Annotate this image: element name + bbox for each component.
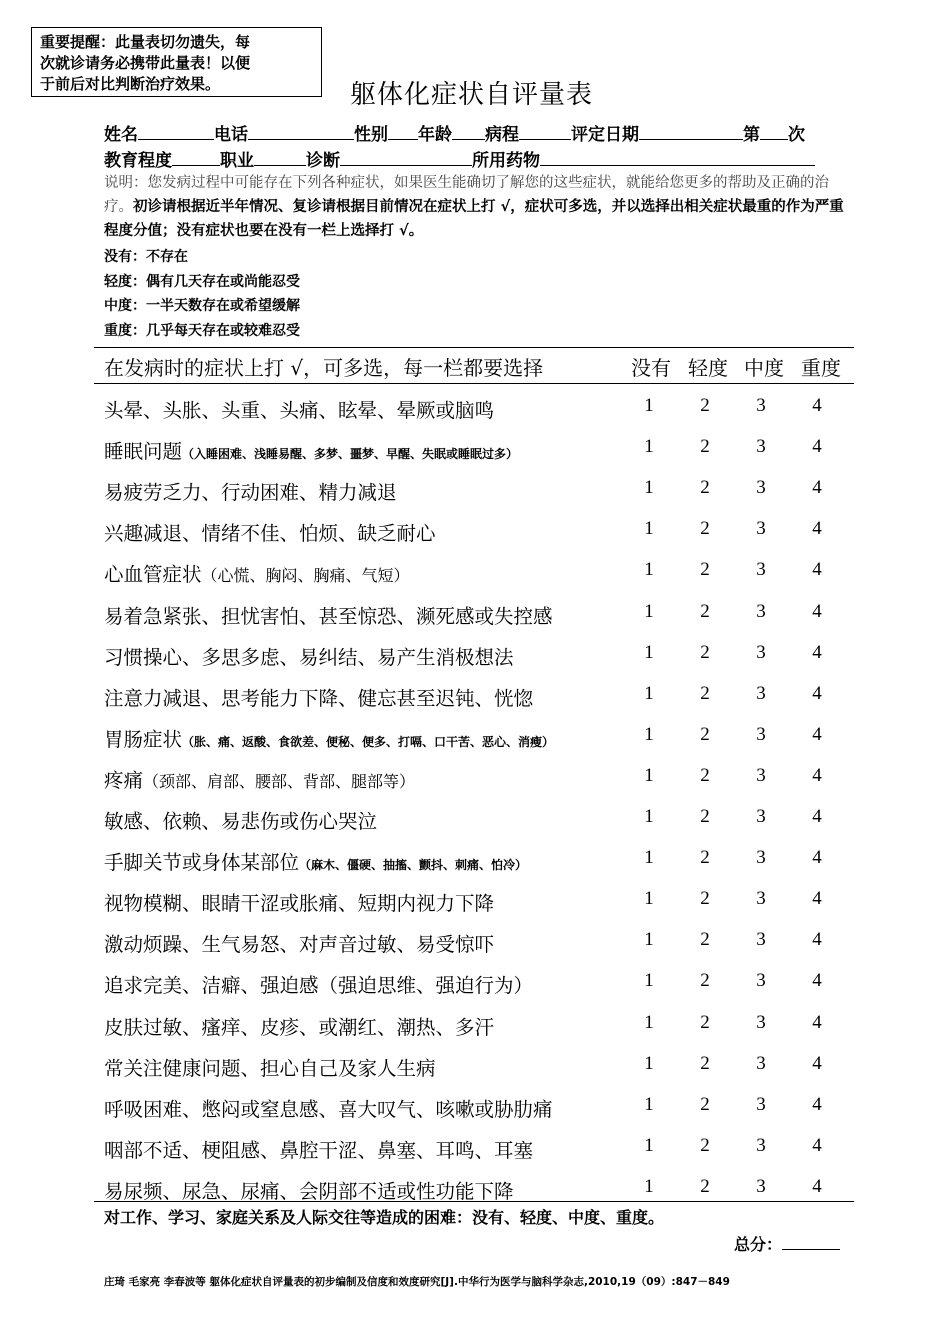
- table-row: [104, 512, 850, 553]
- score-option[interactable]: 4: [812, 929, 822, 951]
- table-row: [104, 677, 850, 718]
- score-option[interactable]: 4: [812, 806, 822, 827]
- table-row: [104, 759, 850, 800]
- diagnosis-field[interactable]: [340, 149, 472, 166]
- table-row: [104, 882, 850, 923]
- symptom-main: 兴趣减退、情绪不佳、怕烦、缺乏耐心: [104, 522, 436, 546]
- symptom-main: 头晕、头胀、头重、头痛、眩晕、晕厥或脑鸣: [104, 399, 495, 422]
- medication-field[interactable]: [540, 149, 815, 166]
- symptom-text: [104, 1176, 514, 1204]
- symptom-detail: （入睡困难、浅睡易醒、多梦、噩梦、早醒、失眠或睡眠过多）: [182, 447, 519, 462]
- score-option[interactable]: 3: [756, 559, 766, 581]
- score-option[interactable]: 4: [812, 559, 822, 581]
- score-option[interactable]: 3: [756, 764, 766, 786]
- job-label: 职业: [220, 151, 254, 171]
- score-option[interactable]: 3: [756, 1011, 766, 1033]
- symptom-main: 心血管症状: [104, 563, 202, 587]
- table-row: [104, 964, 850, 1005]
- symptom-text: [104, 929, 494, 957]
- score-option[interactable]: 2: [700, 1093, 710, 1115]
- score-option[interactable]: 1: [644, 929, 654, 951]
- reminder-line-1: 重要提醒：此量表切勿遗失，每: [40, 33, 251, 51]
- score-option[interactable]: 1: [644, 806, 654, 827]
- score-option[interactable]: 4: [812, 436, 822, 458]
- column-moderate: 中度: [744, 356, 784, 380]
- table-row: [104, 430, 850, 471]
- symptom-main: 胃肠症状: [104, 727, 183, 751]
- symptom-main: 激动烦躁、生气易怒、对声音过敏、易受惊吓: [104, 933, 495, 957]
- symptom-text: [104, 1094, 553, 1122]
- score-option[interactable]: 3: [756, 1175, 766, 1197]
- symptom-text: [104, 395, 494, 423]
- score-option[interactable]: 2: [700, 929, 710, 951]
- visit-count-field[interactable]: [760, 123, 788, 140]
- table-row: [104, 1006, 850, 1047]
- level-none: 没有：不存在: [104, 249, 188, 265]
- score-option[interactable]: 3: [756, 1093, 766, 1115]
- name-field[interactable]: [138, 123, 214, 140]
- symptom-main: 敏感、依赖、易悲伤或伤心哭泣: [104, 810, 378, 833]
- score-option[interactable]: 1: [644, 847, 654, 869]
- score-option[interactable]: 4: [812, 600, 822, 622]
- table-row: [104, 718, 850, 759]
- level-severe: 重度：几乎每天存在或较难忍受: [104, 323, 300, 339]
- table-row: [104, 636, 850, 677]
- symptom-main: 皮肤过敏、瘙痒、皮疹、或潮红、潮热、多汗: [104, 1015, 495, 1039]
- table-top-rule: [94, 347, 854, 348]
- impact-question: 对工作、学习、家庭关系及人际交往等造成的困难：没有、轻度、中度、重度。: [104, 1208, 665, 1227]
- job-field[interactable]: [254, 149, 306, 166]
- symptom-text: [104, 724, 554, 752]
- symptom-detail: （胀、痛、返酸、食欲差、便秘、便多、打嗝、口干苦、恶心、消瘦）: [182, 734, 555, 749]
- table-header: [104, 352, 850, 382]
- symptom-text: [104, 847, 527, 875]
- symptom-text: [104, 806, 377, 834]
- phone-field[interactable]: [248, 123, 354, 140]
- level-moderate: 中度：一半天数存在或希望缓解: [104, 298, 300, 314]
- instructions-part-2: 初诊请根据近半年情况、复诊请根据目前情况在症状上打 √，症状可多选，并以选择出相关症状最重的作为严重程度分值；没有症状也要在没有一栏上选择打 √。: [104, 199, 844, 239]
- eval-date-label: 评定日期: [571, 125, 639, 145]
- score-option[interactable]: 1: [644, 436, 654, 458]
- symptom-text: [104, 642, 514, 670]
- score-option[interactable]: 2: [700, 477, 710, 499]
- score-option[interactable]: 3: [756, 641, 766, 663]
- score-option[interactable]: 4: [812, 970, 822, 992]
- age-field[interactable]: [452, 123, 485, 140]
- score-option[interactable]: 1: [644, 1134, 654, 1156]
- score-option[interactable]: 2: [700, 847, 710, 869]
- symptom-main: 呼吸困难、憋闷或窒息感、喜大叹气、咳嗽或胁肋痛: [104, 1097, 553, 1121]
- score-option[interactable]: 4: [812, 1134, 822, 1156]
- score-option[interactable]: 3: [756, 888, 766, 910]
- symptom-main: 易疲劳乏力、行动困难、精力减退: [104, 481, 397, 505]
- course-label: 病程: [485, 125, 519, 145]
- medication-label: 所用药物: [472, 151, 540, 171]
- score-option[interactable]: 3: [756, 806, 766, 827]
- score-option[interactable]: 2: [700, 1011, 710, 1033]
- score-option[interactable]: 4: [812, 518, 822, 540]
- score-option[interactable]: 1: [644, 395, 654, 416]
- total-field[interactable]: [782, 1235, 840, 1250]
- reminder-line-2: 次就诊请务必携带此量表！以便: [40, 54, 251, 72]
- score-option[interactable]: 3: [756, 1052, 766, 1074]
- score-option[interactable]: 2: [700, 395, 710, 416]
- score-option[interactable]: 2: [700, 436, 710, 458]
- symptom-main: 手脚关节或身体某部位: [104, 851, 300, 875]
- score-option[interactable]: 3: [756, 970, 766, 992]
- score-option[interactable]: 2: [700, 641, 710, 663]
- symptom-text: [104, 1012, 494, 1040]
- symptom-main: 视物模糊、眼睛干涩或胀痛、短期内视力下降: [104, 892, 495, 916]
- score-option[interactable]: 2: [700, 559, 710, 581]
- instructions-part-1: 说明：您发病过程中可能存在下列各种症状，如果医生能确切了解您的这些症状，就能给您更多的帮助及正确的治疗。: [104, 175, 829, 215]
- visit-prefix: 第: [743, 125, 760, 145]
- symptom-text: [104, 1135, 533, 1163]
- symptom-detail: （麻木、僵硬、抽搐、颤抖、刺痛、怕冷）: [299, 858, 528, 873]
- score-option[interactable]: 2: [700, 764, 710, 786]
- phone-label: 电话: [214, 125, 248, 145]
- info-row-1: [104, 120, 850, 145]
- total-label: 总分：: [734, 1235, 783, 1254]
- symptom-main: 追求完美、洁癖、强迫感（强迫思维、强迫行为）: [104, 974, 534, 998]
- score-option[interactable]: 3: [756, 518, 766, 540]
- score-option[interactable]: 4: [812, 723, 822, 745]
- symptom-text: [104, 888, 494, 916]
- score-option[interactable]: 2: [700, 1175, 710, 1197]
- score-option[interactable]: 4: [812, 888, 822, 910]
- education-label: 教育程度: [104, 151, 172, 171]
- score-option[interactable]: 4: [812, 477, 822, 499]
- sex-label: 性别: [354, 125, 388, 145]
- score-option[interactable]: 2: [700, 1052, 710, 1074]
- table-row: [104, 1129, 850, 1170]
- score-option[interactable]: 2: [700, 518, 710, 540]
- score-option[interactable]: 2: [700, 806, 710, 827]
- score-option[interactable]: 3: [756, 847, 766, 869]
- visit-suffix: 次: [788, 125, 805, 145]
- score-option[interactable]: 2: [700, 723, 710, 745]
- reminder-line-3: 于前后对比判断治疗效果。: [40, 75, 221, 93]
- level-mild: 轻度：偶有几天存在或尚能忍受: [104, 274, 300, 290]
- info-row-2: [104, 146, 850, 171]
- instructions: [104, 171, 854, 243]
- score-option[interactable]: 1: [644, 723, 654, 745]
- table-row: [104, 1047, 850, 1088]
- score-option[interactable]: 1: [644, 888, 654, 910]
- education-field[interactable]: [172, 149, 220, 166]
- symptom-main: 易尿频、尿急、尿痛、会阴部不适或性功能下降: [104, 1179, 514, 1203]
- symptom-text: [104, 559, 410, 587]
- symptom-text: [104, 683, 533, 711]
- score-option[interactable]: 1: [644, 682, 654, 704]
- score-option[interactable]: 4: [812, 764, 822, 786]
- column-none: 没有: [631, 356, 671, 380]
- score-option[interactable]: 4: [812, 1175, 822, 1197]
- score-option[interactable]: 3: [756, 723, 766, 745]
- column-mild: 轻度: [688, 356, 728, 380]
- score-option[interactable]: 1: [644, 559, 654, 581]
- diagnosis-label: 诊断: [306, 151, 340, 171]
- score-option[interactable]: 2: [700, 600, 710, 622]
- score-option[interactable]: 4: [812, 1011, 822, 1033]
- symptom-main: 咽部不适、梗阻感、鼻腔干涩、鼻塞、耳鸣、耳塞: [104, 1138, 534, 1162]
- score-option[interactable]: 3: [756, 436, 766, 458]
- table-instruction: 在发病时的症状上打 √，可多选，每一栏都要选择: [104, 356, 544, 380]
- score-option[interactable]: 1: [644, 764, 654, 786]
- score-option[interactable]: 1: [644, 1093, 654, 1115]
- symptom-detail: （心慌、胸闷、胸痛、气短）: [201, 566, 410, 586]
- course-field[interactable]: [519, 123, 571, 140]
- citation: 庄琦 毛家亮 李春波等 躯体化症状自评量表的初步编制及信度和效度研究[J].中华行为医学与脑科学杂志,2010,19（09）:847－849: [104, 1276, 730, 1288]
- symptom-main: 习惯操心、多思多虑、易纠结、易产生消极想法: [104, 645, 514, 669]
- table-header-rule: [94, 383, 854, 384]
- score-option[interactable]: 4: [812, 1093, 822, 1115]
- score-option[interactable]: 4: [812, 1052, 822, 1074]
- score-option[interactable]: 1: [644, 1011, 654, 1033]
- reminder-box: [31, 27, 322, 97]
- score-option[interactable]: 1: [644, 477, 654, 499]
- table-row: [104, 471, 850, 512]
- symptom-text: [104, 601, 553, 629]
- score-option[interactable]: 3: [756, 600, 766, 622]
- symptom-text: [104, 1053, 436, 1081]
- score-option[interactable]: 2: [700, 682, 710, 704]
- table-row: [104, 923, 850, 964]
- table-row: [104, 800, 850, 841]
- eval-date-field[interactable]: [639, 123, 743, 140]
- symptom-main: 常关注健康问题、担心自己及家人生病: [104, 1056, 436, 1080]
- score-option[interactable]: 2: [700, 1134, 710, 1156]
- score-option[interactable]: 1: [644, 1052, 654, 1074]
- score-option[interactable]: 3: [756, 477, 766, 499]
- page-title: 躯体化症状自评量表: [350, 80, 594, 110]
- symptom-detail: （颈部、肩部、腰部、背部、腿部等）: [143, 771, 416, 791]
- score-option[interactable]: 1: [644, 600, 654, 622]
- score-option[interactable]: 2: [700, 888, 710, 910]
- symptom-text: [104, 436, 518, 464]
- score-option[interactable]: 4: [812, 682, 822, 704]
- table-row: [104, 595, 850, 636]
- symptom-text: [104, 970, 533, 998]
- table-bottom-rule: [94, 1201, 854, 1202]
- symptom-main: 注意力减退、思考能力下降、健忘甚至迟钝、恍惚: [104, 686, 534, 710]
- score-option[interactable]: 3: [756, 929, 766, 951]
- table-row: [104, 841, 850, 882]
- score-option[interactable]: 3: [756, 395, 766, 416]
- sex-field[interactable]: [388, 123, 418, 140]
- table-row: [104, 1088, 850, 1129]
- symptom-text: [104, 518, 436, 546]
- symptom-text: [104, 477, 397, 505]
- score-option[interactable]: 3: [756, 1134, 766, 1156]
- score-option[interactable]: 4: [812, 847, 822, 869]
- table-row: [104, 553, 850, 594]
- age-label: 年龄: [418, 125, 452, 145]
- symptom-main: 易着急紧张、担忧害怕、甚至惊恐、濒死感或失控感: [104, 604, 553, 628]
- name-label: 姓名: [104, 125, 138, 145]
- total-score: [734, 1232, 840, 1255]
- symptom-main: 疼痛: [104, 768, 144, 792]
- score-option[interactable]: 1: [644, 970, 654, 992]
- score-option[interactable]: 2: [700, 970, 710, 992]
- symptom-text: [104, 765, 415, 793]
- symptom-main: 睡眠问题: [104, 440, 183, 464]
- column-severe: 重度: [801, 356, 841, 380]
- score-option[interactable]: 1: [644, 641, 654, 663]
- score-option[interactable]: 1: [644, 518, 654, 540]
- score-option[interactable]: 4: [812, 641, 822, 663]
- table-row: [104, 389, 850, 430]
- score-option[interactable]: 3: [756, 682, 766, 704]
- score-option[interactable]: 1: [644, 1175, 654, 1197]
- score-option[interactable]: 4: [812, 395, 822, 416]
